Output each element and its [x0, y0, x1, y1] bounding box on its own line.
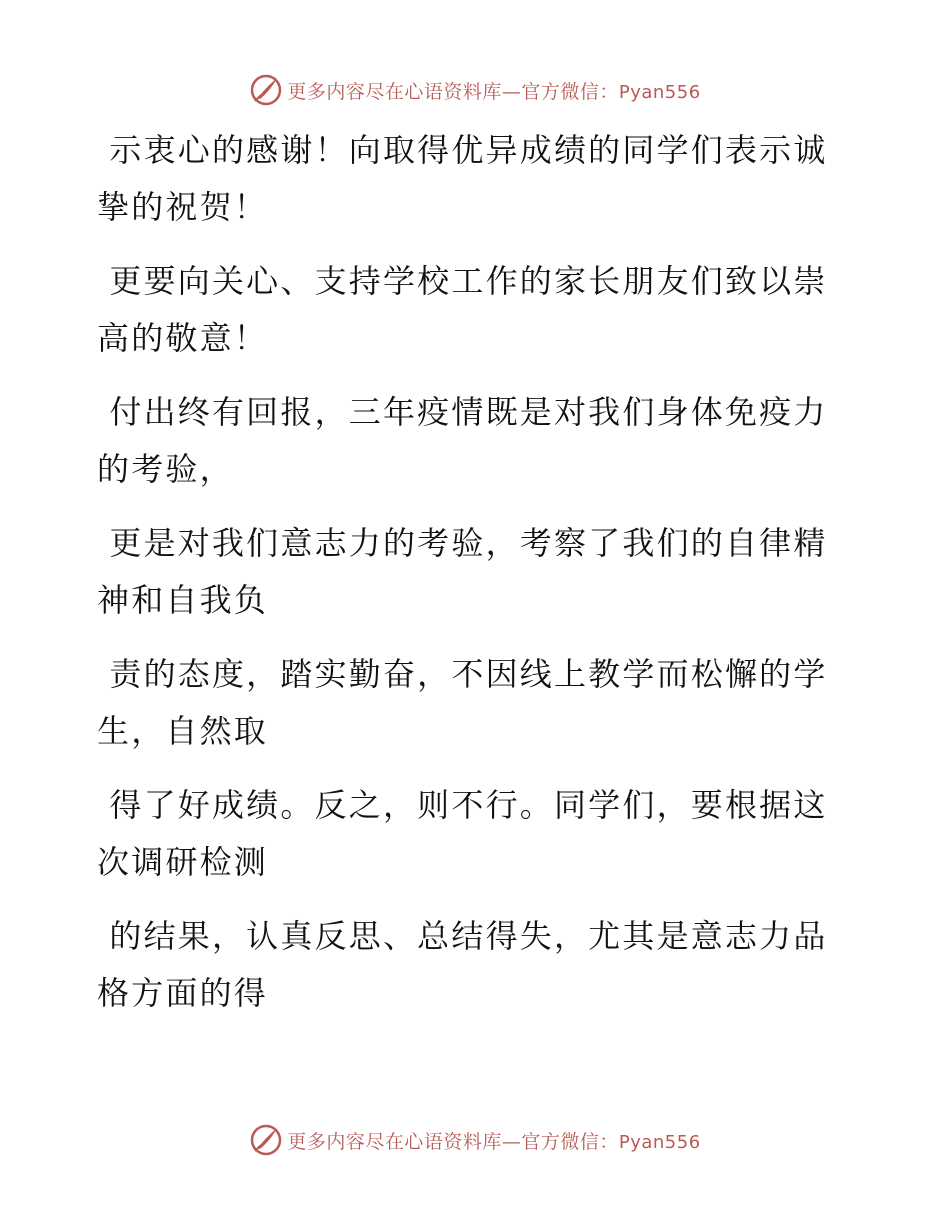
paragraph-6: 得了好成绩。反之，则不行。同学们，要根据这 次调研检测 [97, 786, 828, 881]
paragraph-5: 责的态度，踏实勤奋，不因线上教学而松懈的学 生，自然取 [97, 655, 828, 750]
paragraph-3: 付出终有回报，三年疫情既是对我们身体免疫力 的考验， [97, 393, 828, 488]
header-banner [0, 70, 950, 110]
footer-banner [0, 1120, 950, 1160]
footer-banner-text: 更多内容尽在心语资料库—官方微信：Pyan556 [287, 1130, 701, 1153]
quill-seal-icon [249, 73, 283, 107]
header-banner-text: 更多内容尽在心语资料库—官方微信：Pyan556 [287, 80, 701, 103]
paragraph-2: 更要向关心、支持学校工作的家长朋友们致以崇 高的敬意！ [97, 262, 828, 357]
document-body [97, 122, 837, 1039]
paragraph-4: 更是对我们意志力的考验，考察了我们的自律精 神和自我负 [97, 524, 828, 619]
paragraph-7: 的结果，认真反思、总结得失，尤其是意志力品 格方面的得 [97, 917, 828, 1012]
quill-seal-icon [249, 1123, 283, 1157]
paragraph-1: 示衷心的感谢！向取得优异成绩的同学们表示诚 挚的祝贺！ [97, 131, 828, 226]
